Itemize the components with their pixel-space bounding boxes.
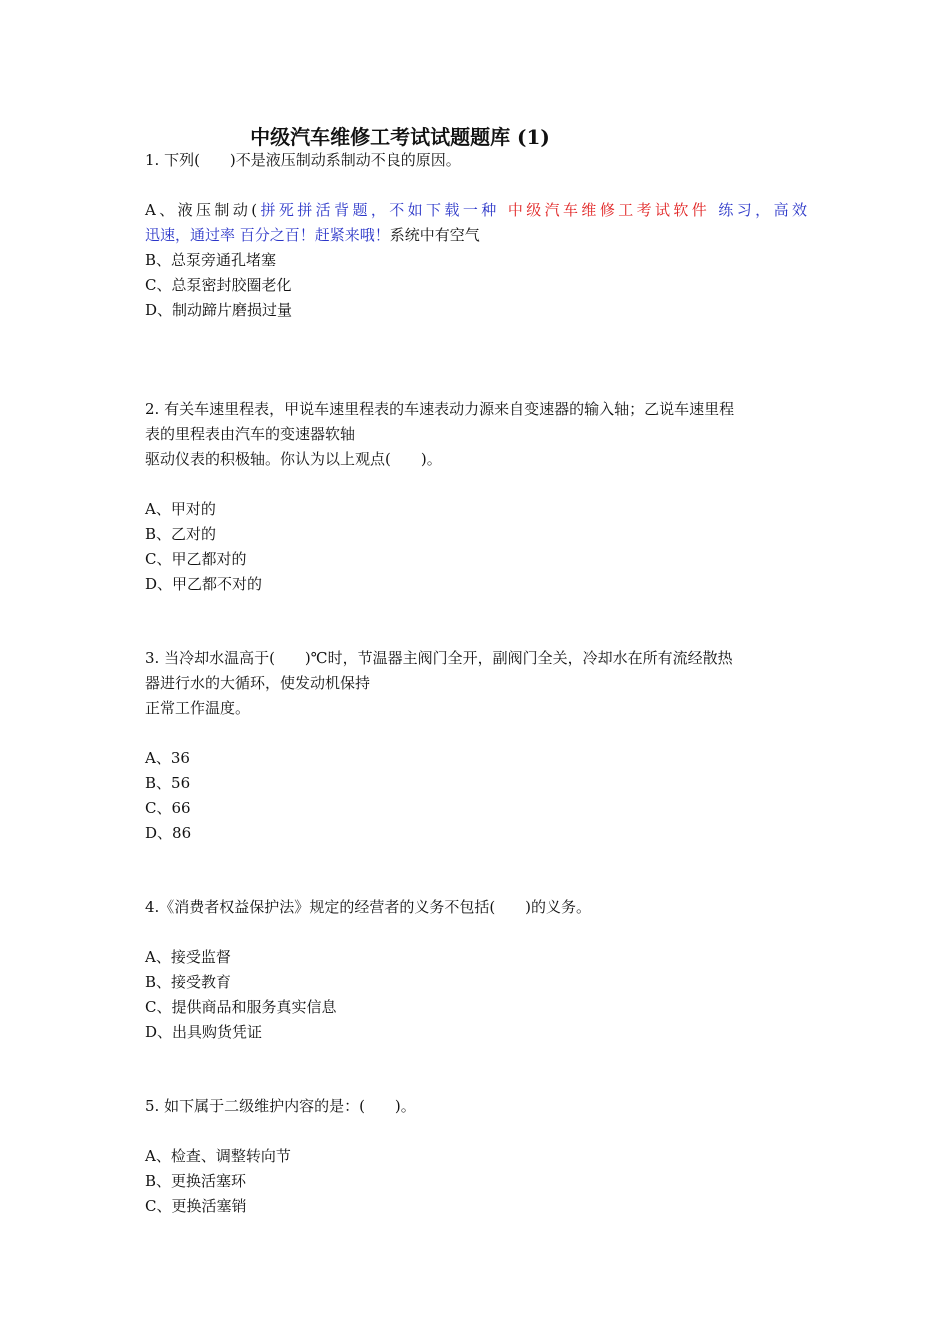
document-title: 中级汽车维修工考试试题题库 (1): [250, 125, 550, 149]
question-3-option-d: D、86: [145, 824, 192, 842]
question-1-stem: 1. 下列( )不是液压制动系制动不良的原因。: [145, 151, 461, 169]
option-a-prefix: A、液压制动(: [145, 201, 258, 219]
question-1-option-c: C、总泵密封胶圈老化: [145, 276, 292, 294]
question-3-option-c: C、66: [145, 799, 191, 817]
question-5-option-a: A、检查、调整转向节: [145, 1147, 291, 1165]
promo-text: 拼死拼活背题，不如下载一种: [257, 201, 500, 219]
promo-text: 迅速，通过率 百分之百！赶紧来哦！: [145, 226, 390, 244]
question-1-option-d: D、制动蹄片磨损过量: [145, 301, 293, 319]
question-1-option-a: [145, 198, 807, 223]
question-2-option-a: A、甲对的: [145, 500, 216, 518]
question-4-option-c: C、提供商品和服务真实信息: [145, 998, 337, 1016]
question-1-option-b: B、总泵旁通孔堵塞: [145, 251, 277, 269]
question-3-option-b: B、56: [145, 774, 191, 792]
question-4-option-d: D、出具购货凭证: [145, 1023, 263, 1041]
question-2-stem-line-1: 2. 有关车速里程表，甲说车速里程表的车速表动力源来自变速器的输入轴；乙说车速里程: [145, 400, 735, 418]
question-4-option-b: B、接受教育: [145, 973, 232, 991]
question-5-option-c: C、更换活塞销: [145, 1197, 247, 1215]
question-3-stem-line-3: 正常工作温度。: [145, 699, 251, 717]
question-4-option-a: A、接受监督: [145, 948, 231, 966]
question-2-stem-line-2: 表的里程表由汽车的变速器软轴: [145, 425, 356, 443]
question-5-option-b: B、更换活塞环: [145, 1172, 247, 1190]
question-3-stem-line-2: 器进行水的大循环，使发动机保持: [145, 674, 371, 692]
question-2-stem-line-3: 驱动仪表的积极轴。你认为以上观点( )。: [145, 450, 442, 468]
question-4-stem: 4.《消费者权益保护法》规定的经营者的义务不包括( )的义务。: [145, 898, 592, 916]
promo-software-link[interactable]: 中级汽车维修工考试软件: [507, 201, 711, 219]
question-2-option-c: C、甲乙都对的: [145, 550, 247, 568]
option-a-suffix: 系统中有空气: [389, 226, 480, 244]
question-2-option-b: B、乙对的: [145, 525, 217, 543]
question-3-stem-line-1: 3. 当冷却水温高于( )℃时，节温器主阀门全开，副阀门全关，冷却水在所有流经散热: [145, 649, 733, 667]
question-5-stem: 5. 如下属于二级维护内容的是：( )。: [145, 1097, 416, 1115]
question-2-option-d: D、甲乙都不对的: [145, 575, 263, 593]
question-3-option-a: A、36: [145, 749, 190, 767]
promo-text: 练习，高效: [718, 201, 807, 219]
question-1-option-a-cont: [145, 223, 480, 248]
